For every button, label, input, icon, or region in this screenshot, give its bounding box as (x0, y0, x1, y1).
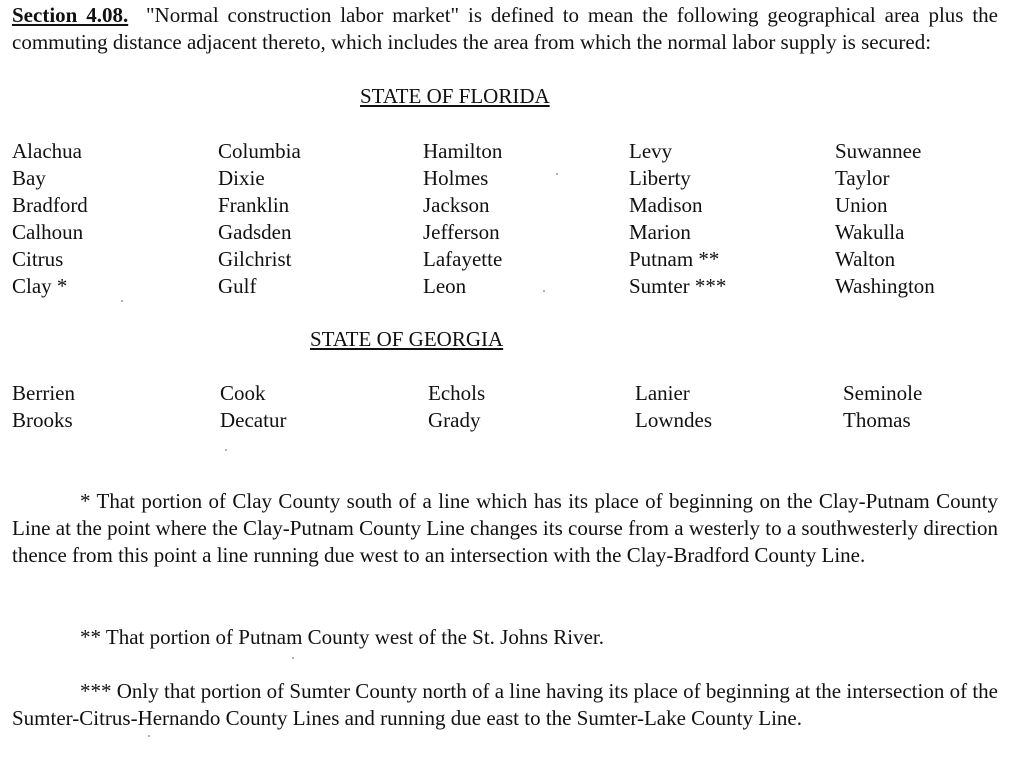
scan-speck (556, 173, 558, 175)
section-label: Section 4.08. (12, 3, 129, 27)
florida-column-4 (629, 138, 726, 300)
county-name: Lanier (635, 381, 690, 405)
county-name: Lafayette (423, 247, 503, 271)
county-name: Columbia (218, 139, 301, 163)
scan-speck (148, 735, 150, 737)
county-name: Bradford (12, 193, 88, 217)
florida-column-2 (218, 138, 301, 300)
georgia-county-table (12, 380, 998, 434)
county-name: Levy (629, 139, 673, 163)
county-name: Suwannee (835, 139, 922, 163)
county-name: Alachua (12, 139, 82, 163)
county-name: Cook (220, 381, 266, 405)
georgia-column-4 (635, 380, 712, 434)
county-name: Madison (629, 193, 703, 217)
florida-column-3 (423, 138, 502, 300)
county-name: Sumter *** (629, 274, 727, 298)
county-name: Thomas (843, 408, 911, 432)
county-name: Taylor (835, 166, 890, 190)
scan-speck (292, 657, 294, 659)
county-name: Liberty (629, 166, 691, 190)
county-name: Dixie (218, 166, 265, 190)
footnote-putnam: ** That portion of Putnam County west of the St. Johns River. (80, 625, 605, 649)
county-name: Gadsden (218, 220, 292, 244)
section-text: "Normal construction labor market" is defined to mean the following geographical area plus the commuting distance adjacent thereto, which includes the area from which the normal labor supply is secured: (12, 3, 998, 54)
georgia-column-3 (428, 380, 485, 434)
county-name: Brooks (12, 408, 73, 432)
county-name: Putnam ** (629, 247, 720, 271)
county-name: Jackson (423, 193, 490, 217)
county-name: Marion (629, 220, 691, 244)
county-name: Echols (428, 381, 486, 405)
footnote-clay: * That portion of Clay County south of a line which has its place of beginning on the Clay-Putnam County Line at the point where the Clay-Putnam County Line changes its course from a westerly to a southwesterly direction thence from this point a line running due west to an intersection with the Clay-Bradford County Line. (12, 489, 998, 567)
scan-speck (543, 290, 545, 292)
georgia-column-1 (12, 380, 75, 434)
florida-heading: STATE OF FLORIDA (360, 84, 550, 108)
county-name: Gulf (218, 274, 257, 298)
county-name: Hamilton (423, 139, 503, 163)
county-name: Holmes (423, 166, 489, 190)
county-name: Wakulla (835, 220, 905, 244)
document-page (12, 2, 998, 730)
county-name: Berrien (12, 381, 75, 405)
footnote-sumter: *** Only that portion of Sumter County north of a line having its place of beginning at the intersection of the Sumter-Citrus-Hernando County Lines and running due east to the Sumter-Lake County Line. (12, 679, 998, 730)
county-name: Gilchrist (218, 247, 292, 271)
county-name: Bay (12, 166, 46, 190)
county-name: Union (835, 193, 888, 217)
county-name: Walton (835, 247, 896, 271)
county-name: Washington (835, 274, 935, 298)
county-name: Franklin (218, 193, 290, 217)
florida-column-5 (835, 138, 935, 300)
county-name: Calhoun (12, 220, 84, 244)
county-name: Grady (428, 408, 481, 432)
county-name: Jefferson (423, 220, 500, 244)
georgia-column-5 (843, 380, 922, 434)
florida-county-table (12, 138, 998, 300)
scan-speck (225, 449, 227, 451)
florida-column-1 (12, 138, 88, 300)
county-name: Leon (423, 274, 467, 298)
county-name: Clay * (12, 274, 68, 298)
section-paragraph (12, 2, 998, 56)
georgia-heading: STATE OF GEORGIA (310, 327, 504, 351)
scan-speck (121, 300, 123, 302)
county-name: Decatur (220, 408, 287, 432)
county-name: Citrus (12, 247, 64, 271)
georgia-column-2 (220, 380, 286, 434)
county-name: Lowndes (635, 408, 712, 432)
county-name: Seminole (843, 381, 923, 405)
